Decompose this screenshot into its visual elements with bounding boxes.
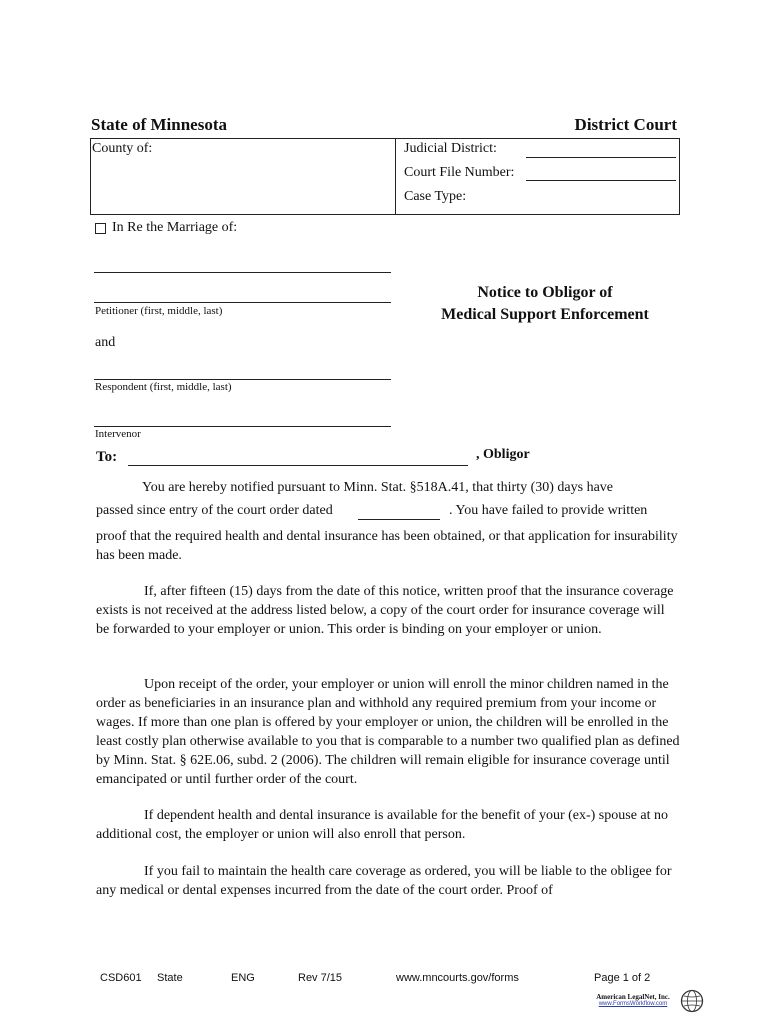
footer-jurisdiction: State	[157, 972, 183, 984]
paragraph-2: If, after fifteen (15) days from the date of this notice, written proof that the insurance coverage exists is not received at the address listed below, a copy of the court order for insurance coverage will be forwarded to your employer or union. This order is binding on your employer or union.	[96, 584, 674, 637]
respondent-label: Respondent (first, middle, last)	[95, 381, 232, 393]
county-label: County of:	[92, 141, 153, 156]
and-label: and	[95, 335, 116, 350]
marriage-checkbox[interactable]	[95, 223, 106, 234]
footer-website[interactable]: www.mncourts.gov/forms	[396, 972, 519, 984]
intervenor-label: Intervenor	[95, 428, 141, 440]
legalnet-name: American LegalNet, Inc.	[596, 993, 670, 1001]
petitioner-label: Petitioner (first, middle, last)	[95, 305, 223, 317]
court-heading: District Court	[574, 115, 677, 134]
case-type-label: Case Type:	[404, 189, 467, 204]
caption-box	[90, 138, 680, 215]
paragraph-3: Upon receipt of the order, your employer or union will enroll the minor children named in the order as beneficiaries in an insurance plan and withhold any required premium from your income or wages. If more than one plan is offered by your employer or union, the children will be enrolled in the least costly plan otherwise available to you that is comparable to a number two qualified plan as defined by Minn. Stat. § 62E.06, subd. 2 (2006). The children will remain eligible for insurance coverage until emancipated or until further order of the court.	[96, 677, 680, 787]
footer-revision: Rev 7/15	[298, 972, 343, 984]
court-file-number-label: Court File Number:	[404, 165, 515, 180]
document-title-line2: Medical Support Enforcement	[441, 306, 649, 323]
footer-form-id: CSD601	[100, 972, 142, 984]
petitioner-name-field[interactable]	[94, 302, 391, 303]
footer-page-number: Page 1 of 2	[594, 972, 651, 984]
globe-icon	[680, 989, 704, 1013]
paragraph-5: If you fail to maintain the health care coverage as ordered, you will be liable to the obligee for any medical or dental expenses incurred from the date of the court order. Proof of	[96, 864, 672, 898]
footer-language: ENG	[231, 972, 255, 984]
judicial-district-label: Judicial District:	[404, 141, 497, 156]
to-label: To:	[96, 449, 118, 465]
marriage-name-line[interactable]	[94, 272, 391, 273]
state-heading: State of Minnesota	[91, 115, 227, 134]
legalnet-stamp	[588, 993, 678, 1007]
marriage-label: In Re the Marriage of:	[112, 220, 238, 235]
judicial-district-field[interactable]	[526, 157, 676, 158]
caption-divider	[395, 138, 396, 215]
court-order-date-field[interactable]	[358, 519, 440, 520]
paragraph-1-rest: proof that the required health and dental insurance has been obtained, or that application for insurability has been made.	[96, 529, 678, 563]
paragraph-1-line2-end: . You have failed to provide written	[449, 503, 648, 518]
obligor-name-field[interactable]	[128, 465, 468, 466]
paragraph-4: If dependent health and dental insurance is available for the benefit of your (ex-) spouse at no additional cost, the employer or union will also enroll that person.	[96, 808, 669, 842]
paragraph-1-line1: You are hereby notified pursuant to Minn. Stat. §518A.41, that thirty (30) days have	[142, 480, 614, 495]
paragraph-1-line2: passed since entry of the court order dated	[96, 503, 333, 518]
court-file-number-field[interactable]	[526, 180, 676, 181]
respondent-name-field[interactable]	[94, 379, 391, 380]
obligor-suffix: , Obligor	[476, 447, 530, 462]
intervenor-name-field[interactable]	[94, 426, 391, 427]
legalnet-url[interactable]: www.FormsWorkflow.com	[598, 1001, 668, 1007]
document-title-line1: Notice to Obligor of	[477, 284, 613, 301]
